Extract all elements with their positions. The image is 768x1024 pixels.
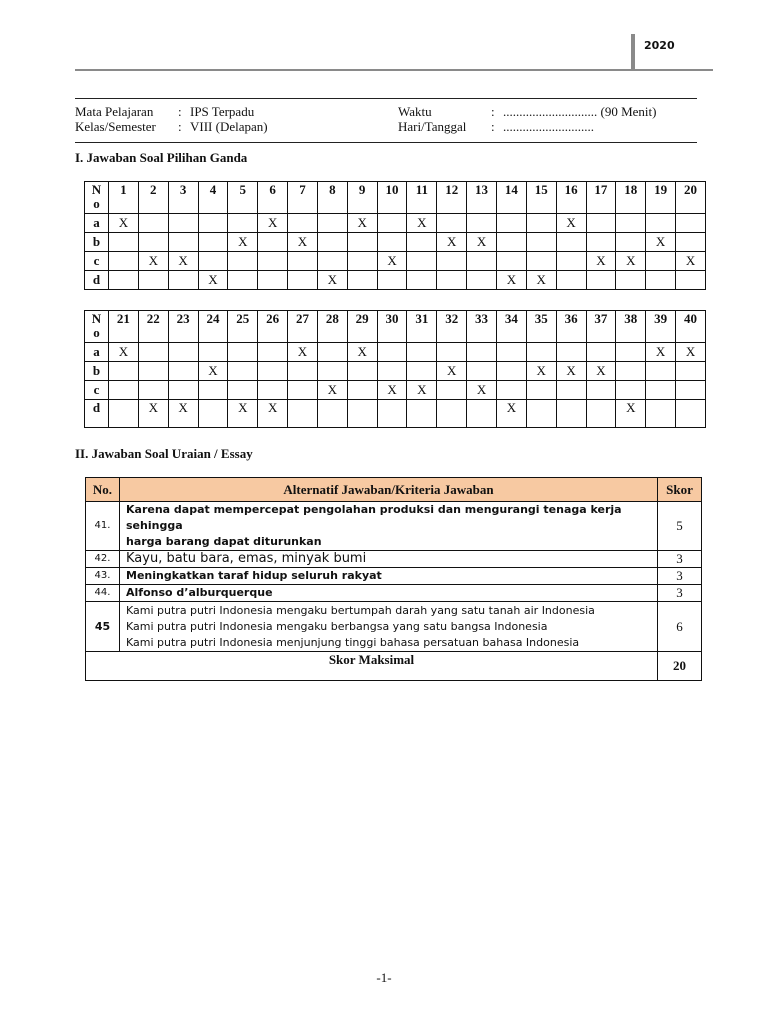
answer-cell — [288, 214, 318, 233]
multiple-choice-table-1 — [84, 181, 706, 290]
no-header — [85, 311, 109, 343]
option-label: b — [85, 362, 109, 381]
option-row-c — [85, 381, 706, 400]
option-row-d — [85, 400, 706, 428]
answer-mark: X — [228, 400, 258, 428]
answer-mark: X — [377, 381, 407, 400]
answer-cell — [407, 252, 437, 271]
answer-cell — [407, 343, 437, 362]
answer-mark: X — [437, 233, 467, 252]
answer-line: Alfonso d’alburquerque — [126, 586, 273, 599]
answer-cell — [288, 271, 318, 290]
option-row-c — [85, 252, 706, 271]
answer-cell — [467, 271, 497, 290]
question-number: 30 — [377, 311, 407, 343]
answer-cell — [228, 271, 258, 290]
option-label: a — [85, 343, 109, 362]
essay-answer — [120, 551, 658, 568]
answer-cell — [317, 400, 347, 428]
question-number: 31 — [407, 311, 437, 343]
answer-cell — [228, 214, 258, 233]
answer-cell — [586, 214, 616, 233]
answer-mark: X — [168, 400, 198, 428]
option-row-d — [85, 271, 706, 290]
answer-cell — [616, 381, 646, 400]
answer-mark: X — [556, 214, 586, 233]
answer-mark: X — [437, 362, 467, 381]
header-divider — [75, 69, 713, 71]
answer-cell — [377, 362, 407, 381]
essay-answer-table — [85, 477, 702, 681]
answer-cell — [556, 271, 586, 290]
no-header-part: N — [91, 182, 102, 197]
answer-cell — [646, 400, 676, 428]
answer-mark: X — [317, 271, 347, 290]
answer-cell — [198, 233, 228, 252]
answer-line: harga barang dapat diturunkan — [126, 535, 322, 548]
answer-mark: X — [526, 362, 556, 381]
question-number: 18 — [616, 182, 646, 214]
answer-cell — [556, 343, 586, 362]
answer-mark: X — [138, 252, 168, 271]
question-number: 24 — [198, 311, 228, 343]
kelas-semester-label: Kelas/Semester — [75, 119, 156, 134]
answer-cell — [437, 343, 467, 362]
essay-row-number: 42. — [86, 551, 120, 568]
answer-mark: X — [258, 214, 288, 233]
question-number: 25 — [228, 311, 258, 343]
answer-cell — [198, 381, 228, 400]
answer-cell — [198, 343, 228, 362]
kelas-semester-value: VIII (Delapan) — [190, 119, 268, 134]
hari-tanggal-label: Hari/Tanggal — [398, 119, 467, 134]
colon: : — [491, 104, 495, 119]
answer-cell — [138, 214, 168, 233]
essay-row — [86, 585, 702, 602]
answer-mark: X — [258, 400, 288, 428]
answer-line: Kami putra putri Indonesia menjunjung tinggi bahasa persatuan bahasa Indonesia — [126, 635, 580, 649]
question-number-row — [85, 182, 706, 214]
answer-mark: X — [646, 233, 676, 252]
answer-cell — [586, 343, 616, 362]
essay-row-number: 43. — [86, 568, 120, 585]
answer-mark: X — [676, 252, 706, 271]
essay-score: 3 — [658, 568, 702, 585]
answer-mark: X — [288, 343, 318, 362]
question-number: 22 — [138, 311, 168, 343]
answer-cell — [496, 233, 526, 252]
answer-cell — [258, 252, 288, 271]
answer-cell — [317, 233, 347, 252]
answer-line: Meningkatkan taraf hidup seluruh rakyat — [126, 569, 382, 582]
colon: : — [491, 119, 495, 134]
question-number: 27 — [288, 311, 318, 343]
answer-line: Kami putra putri Indonesia mengaku berbangsa yang satu bangsa Indonesia — [126, 619, 548, 633]
answer-cell — [109, 362, 139, 381]
answer-cell — [109, 233, 139, 252]
question-number: 21 — [109, 311, 139, 343]
essay-row — [86, 568, 702, 585]
answer-cell — [556, 381, 586, 400]
colon: : — [178, 104, 182, 119]
answer-cell — [646, 214, 676, 233]
essay-score: 3 — [658, 551, 702, 568]
section-2-title: II. Jawaban Soal Uraian / Essay — [75, 446, 253, 461]
header-answer: Alternatif Jawaban/Kriteria Jawaban — [120, 478, 658, 502]
answer-cell — [288, 252, 318, 271]
answer-cell — [168, 343, 198, 362]
question-number: 28 — [317, 311, 347, 343]
answer-cell — [676, 362, 706, 381]
question-number: 37 — [586, 311, 616, 343]
answer-mark: X — [467, 233, 497, 252]
answer-cell — [586, 271, 616, 290]
question-number: 32 — [437, 311, 467, 343]
answer-cell — [198, 214, 228, 233]
hari-tanggal-value: ............................ — [503, 119, 594, 134]
question-number: 26 — [258, 311, 288, 343]
answer-cell — [437, 381, 467, 400]
question-number: 4 — [198, 182, 228, 214]
essay-row — [86, 551, 702, 568]
answer-cell — [109, 400, 139, 428]
answer-cell — [496, 252, 526, 271]
question-number: 5 — [228, 182, 258, 214]
question-number-row — [85, 311, 706, 343]
answer-mark: X — [407, 214, 437, 233]
essay-row-number: 41. — [86, 502, 120, 551]
answer-cell — [467, 362, 497, 381]
question-number: 36 — [556, 311, 586, 343]
year-label: 2020 — [631, 34, 691, 70]
answer-cell — [288, 381, 318, 400]
info-bottom-rule — [75, 142, 697, 143]
answer-cell — [288, 400, 318, 428]
option-label: a — [85, 214, 109, 233]
answer-cell — [646, 252, 676, 271]
answer-cell — [646, 271, 676, 290]
waktu-value: ............................. (90 Menit) — [503, 104, 657, 119]
option-label: d — [85, 271, 109, 290]
no-header-part: o — [93, 196, 100, 211]
answer-cell — [109, 271, 139, 290]
answer-cell — [437, 252, 467, 271]
answer-cell — [616, 343, 646, 362]
no-header-part: N — [91, 311, 102, 326]
option-label: c — [85, 252, 109, 271]
answer-cell — [556, 233, 586, 252]
option-label: b — [85, 233, 109, 252]
answer-mark: X — [198, 271, 228, 290]
answer-cell — [168, 214, 198, 233]
answer-cell — [526, 343, 556, 362]
answer-cell — [228, 343, 258, 362]
answer-cell — [347, 362, 377, 381]
question-number: 38 — [616, 311, 646, 343]
answer-cell — [347, 381, 377, 400]
answer-cell — [138, 362, 168, 381]
answer-cell — [496, 381, 526, 400]
mata-pelajaran-label: Mata Pelajaran — [75, 104, 154, 119]
answer-mark: X — [586, 362, 616, 381]
answer-cell — [526, 233, 556, 252]
answer-cell — [616, 271, 646, 290]
page-number: -1- — [376, 970, 392, 985]
answer-cell — [377, 271, 407, 290]
answer-mark: X — [377, 252, 407, 271]
info-top-rule — [75, 98, 697, 99]
max-score-row — [86, 652, 702, 681]
multiple-choice-table-2 — [84, 310, 706, 428]
question-number: 14 — [496, 182, 526, 214]
essay-score: 3 — [658, 585, 702, 602]
answer-cell — [676, 271, 706, 290]
answer-cell — [616, 214, 646, 233]
answer-mark: X — [109, 214, 139, 233]
answer-mark: X — [407, 381, 437, 400]
answer-cell — [317, 252, 347, 271]
question-number: 35 — [526, 311, 556, 343]
answer-mark: X — [496, 400, 526, 428]
answer-cell — [496, 214, 526, 233]
header-no: No. — [86, 478, 120, 502]
answer-cell — [437, 271, 467, 290]
option-row-a — [85, 214, 706, 233]
answer-cell — [138, 271, 168, 290]
question-number: 29 — [347, 311, 377, 343]
question-number: 12 — [437, 182, 467, 214]
answer-cell — [377, 233, 407, 252]
answer-line: Kami putra putri Indonesia mengaku bertumpah darah yang satu tanah air Indonesia — [126, 603, 595, 617]
question-number: 34 — [496, 311, 526, 343]
answer-cell — [437, 214, 467, 233]
question-number: 20 — [676, 182, 706, 214]
answer-cell — [526, 400, 556, 428]
answer-cell — [168, 233, 198, 252]
question-number: 16 — [556, 182, 586, 214]
essay-answer — [120, 602, 658, 652]
answer-cell — [467, 400, 497, 428]
answer-cell — [317, 362, 347, 381]
option-label: d — [85, 400, 109, 428]
answer-mark: X — [616, 252, 646, 271]
answer-cell — [556, 252, 586, 271]
question-number: 17 — [586, 182, 616, 214]
question-number: 3 — [168, 182, 198, 214]
question-number: 2 — [138, 182, 168, 214]
answer-cell — [288, 362, 318, 381]
answer-cell — [198, 400, 228, 428]
answer-cell — [138, 233, 168, 252]
answer-cell — [496, 362, 526, 381]
max-score-label: Skor Maksimal — [86, 652, 658, 681]
question-number: 9 — [347, 182, 377, 214]
answer-cell — [228, 381, 258, 400]
question-number: 23 — [168, 311, 198, 343]
essay-answer — [120, 502, 658, 551]
answer-mark: X — [347, 214, 377, 233]
answer-mark: X — [616, 400, 646, 428]
answer-mark: X — [467, 381, 497, 400]
answer-mark: X — [496, 271, 526, 290]
answer-cell — [676, 214, 706, 233]
answer-cell — [377, 214, 407, 233]
answer-cell — [407, 271, 437, 290]
answer-cell — [407, 233, 437, 252]
answer-cell — [496, 343, 526, 362]
answer-cell — [138, 343, 168, 362]
max-score-value: 20 — [658, 652, 702, 681]
answer-mark: X — [586, 252, 616, 271]
question-number: 11 — [407, 182, 437, 214]
answer-mark: X — [288, 233, 318, 252]
info-row-1 — [75, 104, 697, 120]
answer-cell — [467, 214, 497, 233]
answer-mark: X — [138, 400, 168, 428]
answer-cell — [258, 381, 288, 400]
answer-cell — [556, 400, 586, 428]
answer-cell — [586, 400, 616, 428]
answer-cell — [317, 343, 347, 362]
answer-cell — [377, 343, 407, 362]
answer-cell — [168, 271, 198, 290]
answer-cell — [347, 400, 377, 428]
mata-pelajaran-value: IPS Terpadu — [190, 104, 255, 119]
essay-header-row — [86, 478, 702, 502]
question-number: 7 — [288, 182, 318, 214]
answer-cell — [467, 343, 497, 362]
answer-cell — [317, 214, 347, 233]
answer-cell — [228, 252, 258, 271]
question-number: 10 — [377, 182, 407, 214]
answer-cell — [377, 400, 407, 428]
question-number: 13 — [467, 182, 497, 214]
answer-mark: X — [198, 362, 228, 381]
answer-mark: X — [109, 343, 139, 362]
answer-cell — [168, 362, 198, 381]
answer-cell — [646, 362, 676, 381]
answer-cell — [676, 233, 706, 252]
answer-cell — [109, 381, 139, 400]
question-number: 19 — [646, 182, 676, 214]
section-1-title: I. Jawaban Soal Pilihan Ganda — [75, 150, 248, 165]
answer-mark: X — [317, 381, 347, 400]
answer-cell — [407, 400, 437, 428]
waktu-label: Waktu — [398, 104, 432, 119]
answer-line: Karena dapat mempercepat pengolahan produksi dan mengurangi tenaga kerja sehingga — [126, 503, 622, 532]
answer-cell — [407, 362, 437, 381]
answer-cell — [347, 233, 377, 252]
essay-row — [86, 602, 702, 652]
answer-cell — [228, 362, 258, 381]
answer-cell — [526, 214, 556, 233]
no-header-part: o — [93, 325, 100, 340]
question-number: 33 — [467, 311, 497, 343]
answer-cell — [526, 381, 556, 400]
answer-mark: X — [646, 343, 676, 362]
no-header — [85, 182, 109, 214]
essay-score: 6 — [658, 602, 702, 652]
answer-cell — [347, 271, 377, 290]
option-label: c — [85, 381, 109, 400]
answer-cell — [586, 233, 616, 252]
essay-row — [86, 502, 702, 551]
answer-cell — [616, 362, 646, 381]
essay-score: 5 — [658, 502, 702, 551]
answer-cell — [676, 400, 706, 428]
answer-cell — [467, 252, 497, 271]
option-row-a — [85, 343, 706, 362]
question-number: 8 — [317, 182, 347, 214]
essay-answer — [120, 585, 658, 602]
option-row-b — [85, 233, 706, 252]
header-score: Skor — [658, 478, 702, 502]
answer-cell — [676, 381, 706, 400]
answer-cell — [258, 343, 288, 362]
answer-cell — [198, 252, 228, 271]
essay-row-number: 44. — [86, 585, 120, 602]
question-number: 40 — [676, 311, 706, 343]
answer-mark: X — [168, 252, 198, 271]
answer-cell — [109, 252, 139, 271]
essay-row-number: 45 — [86, 602, 120, 652]
option-row-b — [85, 362, 706, 381]
answer-cell — [258, 271, 288, 290]
answer-cell — [437, 400, 467, 428]
colon: : — [178, 119, 182, 134]
answer-mark: X — [228, 233, 258, 252]
info-row-2 — [75, 119, 697, 135]
answer-mark: X — [676, 343, 706, 362]
answer-cell — [347, 252, 377, 271]
answer-cell — [258, 233, 288, 252]
question-number: 6 — [258, 182, 288, 214]
answer-cell — [586, 381, 616, 400]
answer-mark: X — [347, 343, 377, 362]
answer-cell — [138, 381, 168, 400]
question-number: 1 — [109, 182, 139, 214]
answer-cell — [526, 252, 556, 271]
question-number: 15 — [526, 182, 556, 214]
essay-answer — [120, 568, 658, 585]
question-number: 39 — [646, 311, 676, 343]
answer-cell — [616, 233, 646, 252]
answer-cell — [646, 381, 676, 400]
answer-cell — [168, 381, 198, 400]
answer-mark: X — [556, 362, 586, 381]
answer-line: Kayu, batu bara, emas, minyak bumi — [126, 551, 367, 566]
answer-cell — [258, 362, 288, 381]
answer-mark: X — [526, 271, 556, 290]
